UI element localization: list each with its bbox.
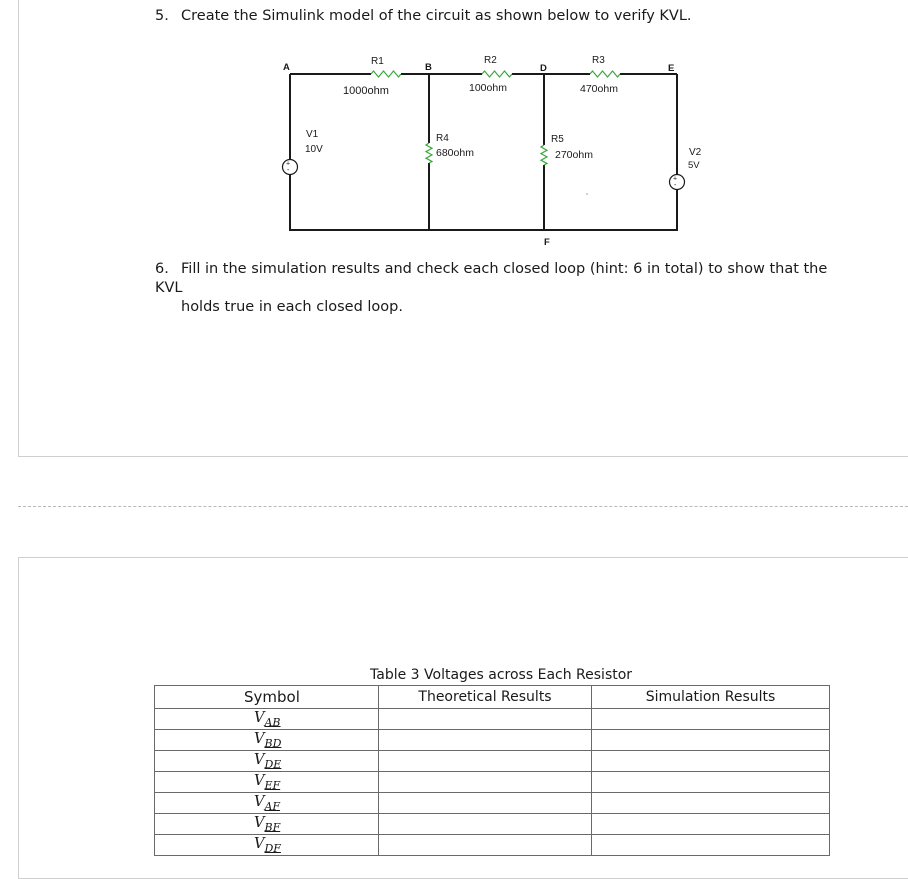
table-row — [155, 814, 830, 835]
simulation-cell[interactable] — [592, 772, 830, 793]
voltage-symbol: $V_{BF}$ — [254, 814, 281, 834]
r3-name: R3 — [592, 55, 605, 66]
stray-dot — [586, 193, 588, 195]
simulation-cell[interactable] — [592, 709, 830, 730]
theoretical-cell[interactable] — [379, 793, 592, 814]
table-caption: Table 3 Voltages across Each Resistor — [370, 667, 633, 683]
r1-name: R1 — [371, 56, 384, 67]
table-row — [155, 751, 830, 772]
header-symbol: Symbol — [155, 686, 379, 709]
simulation-cell[interactable] — [592, 793, 830, 814]
voltage-symbol: $V_{AB}$ — [254, 709, 281, 729]
r4-resistor-icon — [426, 143, 432, 163]
v1-name: V1 — [306, 129, 319, 140]
table-row — [155, 709, 830, 730]
circuit-wires — [290, 74, 677, 230]
r2-value: 100ohm — [469, 82, 507, 94]
table-row — [155, 835, 830, 856]
question-number: 6. — [155, 261, 169, 277]
r3-resistor-icon — [590, 71, 620, 77]
table-header-row — [155, 686, 830, 709]
simulation-cell[interactable] — [592, 835, 830, 856]
v1-source-icon — [283, 160, 298, 175]
header-theoretical: Theoretical Results — [379, 686, 592, 709]
svg-text:-: - — [674, 182, 677, 189]
simulation-cell[interactable] — [592, 814, 830, 835]
v2-source-icon — [670, 175, 685, 190]
results-table — [154, 685, 830, 856]
table-row — [155, 793, 830, 814]
question-text-line-2: holds true in each closed loop. — [181, 299, 403, 315]
node-b-label: B — [425, 62, 432, 73]
r1-resistor-icon — [371, 71, 401, 77]
node-e-label: E — [668, 63, 675, 74]
r5-resistor-icon — [541, 145, 547, 165]
question-text-line-1: Fill in the simulation results and check each closed loop (hint: 6 in total) to show that the KVL — [155, 261, 828, 296]
v2-name: V2 — [689, 147, 702, 158]
theoretical-cell[interactable] — [379, 772, 592, 793]
r5-value: 270ohm — [555, 149, 593, 161]
node-f-label: F — [544, 237, 550, 248]
svg-text:+: + — [286, 160, 291, 168]
table-row — [155, 772, 830, 793]
circuit-diagram — [0, 0, 908, 260]
wire-bottom — [290, 174, 677, 230]
node-a-label: A — [283, 62, 290, 73]
v2-value: 5V — [688, 160, 700, 171]
r4-name: R4 — [436, 133, 449, 144]
r5-name: R5 — [551, 134, 564, 145]
theoretical-cell[interactable] — [379, 835, 592, 856]
voltage-symbol: $V_{DF}$ — [254, 835, 281, 855]
voltage-symbol: $V_{BD}$ — [254, 730, 282, 750]
voltage-symbol: $V_{AF}$ — [254, 793, 281, 813]
page-break — [18, 506, 908, 507]
theoretical-cell[interactable] — [379, 730, 592, 751]
voltage-symbol: $V_{EF}$ — [254, 772, 281, 792]
question-text: Create the Simulink model of the circuit as shown below to verify KVL. — [181, 8, 692, 24]
r4-value: 680ohm — [436, 147, 474, 159]
simulation-cell[interactable] — [592, 730, 830, 751]
header-simulation: Simulation Results — [592, 686, 830, 709]
svg-text:-: - — [287, 167, 290, 174]
r2-name: R2 — [484, 55, 497, 66]
theoretical-cell[interactable] — [379, 814, 592, 835]
question-number: 5. — [155, 8, 169, 24]
theoretical-cell[interactable] — [379, 709, 592, 730]
voltage-symbol: $V_{DE}$ — [254, 751, 282, 771]
r3-value: 470ohm — [580, 83, 618, 95]
simulation-cell[interactable] — [592, 751, 830, 772]
table-row — [155, 730, 830, 751]
r1-value: 1000ohm — [343, 85, 389, 97]
svg-text:+: + — [673, 175, 678, 183]
theoretical-cell[interactable] — [379, 751, 592, 772]
question-6 — [155, 260, 845, 317]
r2-resistor-icon — [482, 71, 512, 77]
v1-value: 10V — [305, 144, 323, 155]
node-d-label: D — [540, 63, 547, 74]
